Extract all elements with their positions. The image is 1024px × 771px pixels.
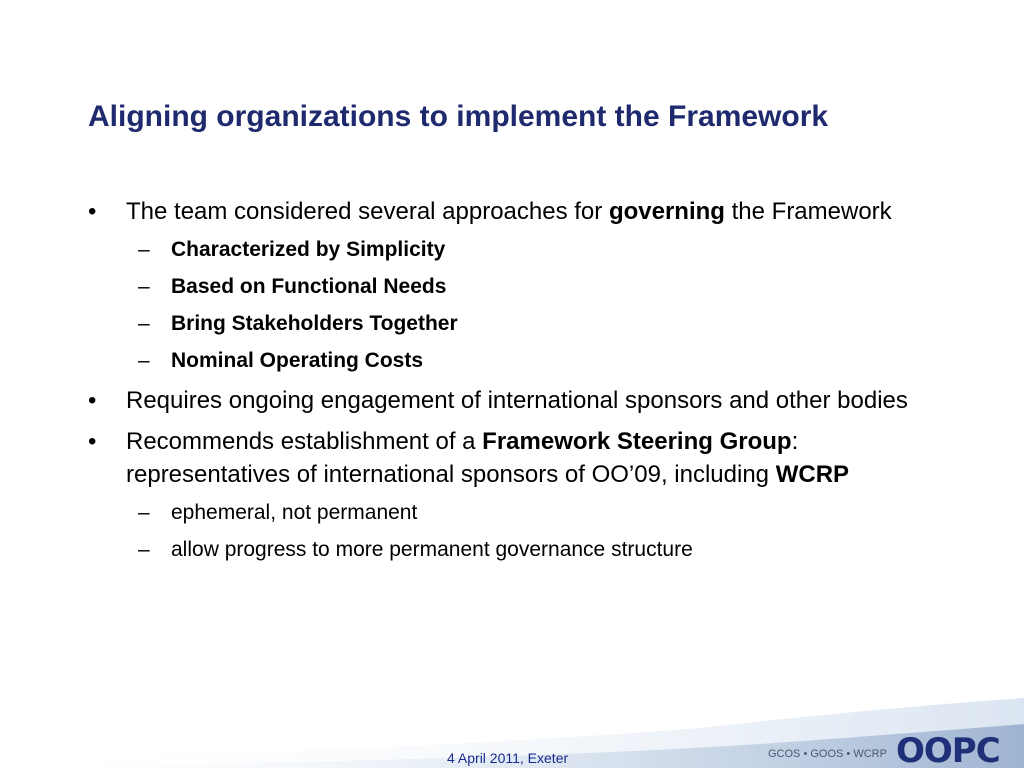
sub-bullet [88,536,968,564]
bullet-text: the Framework [724,198,892,225]
bullet-marker: • [88,387,97,414]
sub-bullet-text: Characterized by Simplicity [171,238,446,261]
sub-bullet [88,347,968,375]
sub-marker: – [138,349,150,372]
sub-bullet-text: Based on Functional Needs [171,275,447,298]
sub-marker: – [138,238,150,261]
bullet-text: The team considered several approaches for [126,198,609,225]
sub-bullet [88,499,968,527]
bullet-bold-text: WCRP [775,461,850,488]
sub-bullet-list [88,499,968,564]
bullet-marker: • [88,198,97,225]
bullet-bold-text: Framework Steering Group [482,428,792,455]
sub-bullet-text: ephemeral, not permanent [171,501,418,524]
sub-marker: – [138,312,150,335]
sub-bullet [88,310,968,338]
slide-title: Aligning organizations to implement the Framework [88,100,829,133]
sub-marker: – [138,501,150,524]
sub-marker: – [138,275,150,298]
footer-date: 4 April 2011, Exeter [447,750,569,766]
bullet-engagement [88,384,968,417]
footer-sponsors: GCOS • GOOS • WCRP [768,748,887,760]
sub-bullet-text: Nominal Operating Costs [171,349,424,372]
sub-bullet [88,236,968,264]
bullet-text: Recommends establishment of a [126,428,483,455]
sub-marker: – [138,538,150,561]
sub-bullet-text: allow progress to more permanent governance structure [171,538,693,561]
bullet-bold-text: governing [608,198,725,225]
oopc-logo: OOPC [896,731,1000,771]
bullet-governing [88,195,968,228]
bullet-steering-group [88,425,968,491]
sub-bullet-list [88,236,968,375]
sub-bullet [88,273,968,301]
sub-bullet-text: Bring Stakeholders Together [171,312,458,335]
bullet-text: : representatives of international sponsors of OO’09, including [126,428,799,488]
bullet-text: Requires ongoing engagement of international sponsors and other bodies [126,387,908,414]
slide-content [88,195,968,573]
bullet-marker: • [88,428,97,455]
